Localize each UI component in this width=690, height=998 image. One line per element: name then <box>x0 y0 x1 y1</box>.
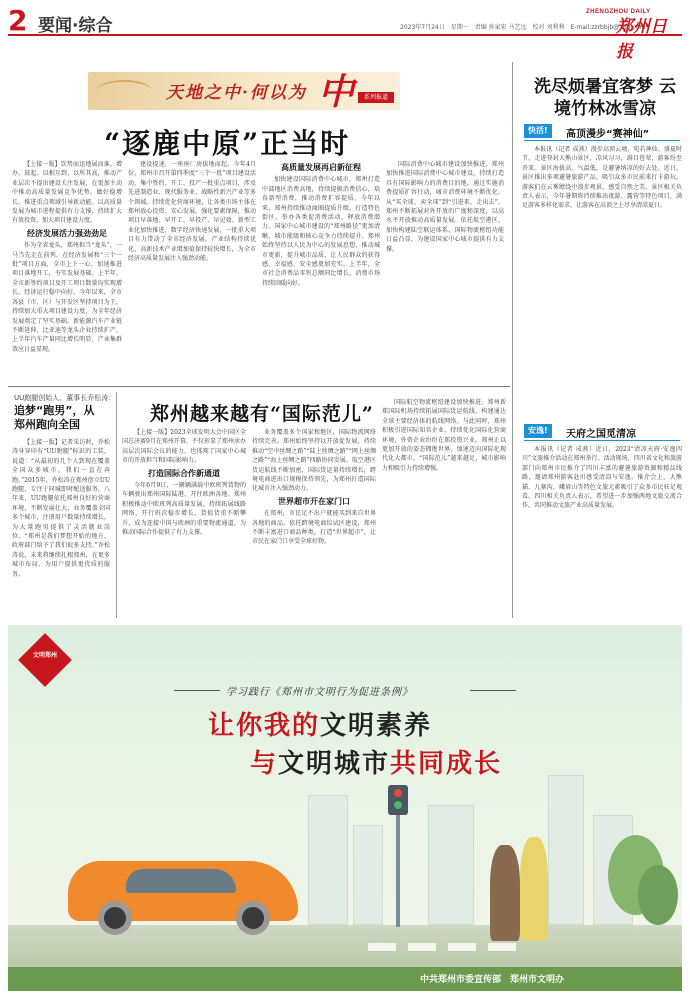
story1-headline: 高顶漫步“赛神仙” <box>566 129 650 140</box>
subtitle-rule <box>174 690 220 691</box>
ad-subtitle: 学习践行《郑州市文明行为促进条例》 <box>226 687 413 698</box>
column-divider <box>116 392 117 618</box>
lead-intro: 【上接一版】饮势而迅地展而谁。增办，鼓起、以相互到、以所其高，推动产业层次不提出建设关注发展，在更加主动中推动高质量发展竞争优势。做好稳增长，推进重点领域引导新动能。以高质量发展为城市进程提供有力支撑，持续扩大有效投资，加大项目建设力度。 <box>12 161 122 225</box>
civic-logo-text: 文明郑州 <box>32 652 57 659</box>
tag-anyi: 安逸! <box>524 424 552 438</box>
lead-column-2 <box>128 160 256 382</box>
traffic-light-red <box>394 789 402 797</box>
mid-main-headline: 郑州越来越有“国际范儿” <box>150 403 374 425</box>
ad-headline-1 <box>208 705 432 742</box>
banner-big-char: 中 <box>318 71 355 113</box>
paper-logo: 郑州日报 <box>616 17 667 62</box>
column-divider <box>512 62 513 618</box>
lead-column-4 <box>386 160 504 382</box>
pedestrian-elder-illustration <box>490 845 520 941</box>
ad-credit: 中共郑州市委宣传部 郑州市文明办 <box>420 975 565 985</box>
story1-body: 本报讯（记者 成燕）漫步高顶云境，宛若神仙。盛夏时节，走进登封大熊山景区，凉风习习，满目苍翠，游客纷至沓来。景区海拔高、气温低，是避暑纳凉的好去处。近日，景区推出多项避暑旅游产品，吸引众多市民前来打卡游玩。游客们在云雾缭绕中漫步观景，感受自然之美。景区相关负责人表示，今年暑期将持续推出夜游、露营等特色项目，满足游客多样化需求，让游客在高顶之上尽享清凉夏日。 <box>522 146 682 210</box>
paper-name-en: ZHENGZHOU DAILY <box>586 9 651 15</box>
lead-col2-body: 建设提速，一座座厂房拔地而起。今年4月份，郑州市召开第四季度“三个一批”项目建设活动，集中签约、开工、投产一批重点项目，涉及先进制造业、现代服务业、战略性新兴产业等多个领域。持续优化营商环境，让各类市场主体在郑州放心投资、安心发展。强化要素保障，推动项目早落地、早开工、早投产、早见效。新型工业化加快推进，数字经济快速发展，一批重大项目有力带动了全市经济发展。产业结构持续优化，高新技术产业增加值保持较快增长，为全市经济高质量发展注入强劲动能。 <box>128 161 256 263</box>
section-name: 要闻·综合 <box>38 16 113 36</box>
ad-headline-2-black: 文明城市 <box>278 749 391 779</box>
right-headline: 洗尽烦暑宜客梦 云境竹林冰雪凉 <box>534 77 676 119</box>
mid-left-kicker: UU跑腿创始人、董事长乔松涛： <box>14 394 116 402</box>
car-window <box>126 869 236 893</box>
pedestrian-helper-illustration <box>520 837 548 941</box>
building-illustration <box>548 775 584 925</box>
wave-decoration-icon <box>96 80 152 102</box>
right-story-2 <box>522 445 682 617</box>
building-illustration <box>428 805 474 925</box>
mid-main-column-3 <box>382 398 506 618</box>
ad-footer-bar <box>8 967 682 991</box>
subtitle-rule <box>470 690 516 691</box>
mid-left-body: 【上接一版】记者采访时，乔松涛身穿印有“UU跑腿”标识的工装，说道：“从最初的几个人到现在覆盖全国众多城市，我们一直在奔跑。”2015年，乔松涛在郑州创立UU跑腿，专注于同城即时配送服务。八年来，UU跑腿依托郑州良好的营商环境，不断发展壮大，业务覆盖全国多个城市，注册用户数量持续增长，为大量跑男提供了灵活就业岗位。“郑州是我们梦想开始的地方，政府部门给予了我们很多支持。”乔松涛说，未来将继续扎根郑州，在更多城市布局，为用户提供更优质的服务。 <box>12 439 110 578</box>
ad-headline-1-red: 让你我的 <box>208 711 321 741</box>
lead-column-1 <box>12 160 122 382</box>
mid-main-col3-body: 国际航空物流枢纽建设加快推进。郑州新郑国际机场持续拓展国际货运航线，构建通达全球主要经济体的航线网络。与此同时，郑州积极引进国际知名企业，持续优化国际化营商环境，外资企业纷纷在郑投资兴业。郑州正以更加开放的姿态拥抱世界，加速迈向国际化现代化大都市，“国际范儿”越来越足，城市影响力和吸引力持续增强。 <box>382 399 506 472</box>
mid-main-subhead-2: 世界超市开在家门口 <box>278 496 350 506</box>
car-wheel <box>98 901 132 935</box>
ad-headline-2-red: 与 <box>250 749 279 779</box>
tag-underline <box>524 440 680 441</box>
crosswalk-stripe <box>488 943 516 951</box>
civic-ad <box>8 625 682 991</box>
right-story-1 <box>522 145 682 417</box>
series-badge: 系列报道 <box>358 92 394 103</box>
ad-headline-1-black: 文明素养 <box>320 711 433 741</box>
series-banner <box>88 71 400 113</box>
tree-illustration <box>638 865 678 925</box>
crosswalk-stripe <box>368 943 396 951</box>
lead-column-3 <box>262 160 380 382</box>
mid-main-col1-body: 【上接一版】2023全球发明大会中国区全国总决赛9月在郑州开幕，不仅彰显了郑州承办高层次国际会议的能力，也体现了国家中心城市的开放担当和国际影响力。 <box>122 429 246 465</box>
mid-main-col2-body: 业务覆盖多个国家和地区，国际物流网络持续完善。郑州始终坚持以开放促发展，持续推动“空中丝绸之路”“陆上丝绸之路”“网上丝绸之路”“海上丝绸之路”四路协同发展。航空港区货运航线不断加密，国际货运量持续增长，跨境电商进出口规模保持领先，为郑州打造国际化城市注入强劲动力。 <box>252 429 376 493</box>
mid-main-col1-body2: 今年6月9日，一辆辆满载中欧班列货物的车辆驶出郑州国际陆港，开往欧洲各地。郑州积极推动中欧班列高质量发展，持续拓展线路网络，开行班次稳步增长，货值货重不断攀升，成为连接中国与欧洲的重要物流通道，为推动国际合作提供了有力支撑。 <box>122 482 246 537</box>
traffic-light-pole <box>396 807 400 927</box>
mid-left-story <box>12 438 110 618</box>
lead-subhead-2: 高质量发展再启新征程 <box>281 163 361 172</box>
mid-main-col2-body2: 在郑州，市民足不出户就能买到来自世界各地的商品。依托跨境电商综试区建设，郑州不断丰富进口商品种类，打造“世界超市”，让市民在家门口享受全球好物。 <box>252 510 376 546</box>
issue-info: 2023年7月24日 星期一 责编 孙家宏 马艺远 校对 刘利利 E-mail:zzrbbjb@163.com <box>400 24 646 31</box>
lead-subhead-1: 经济发展活力强劲劲足 <box>27 228 107 238</box>
page-number: 2 <box>8 4 28 37</box>
building-illustration <box>308 795 348 925</box>
building-illustration <box>353 825 383 925</box>
mid-left-headline: 追梦“跑男”，从郑州跑向全国 <box>14 404 95 431</box>
mid-main-column-2 <box>252 428 376 618</box>
masthead <box>8 4 682 62</box>
ad-headline-2-red-end: 共同成长 <box>390 749 503 779</box>
lead-col1-body: 作为全省龙头，郑州担当“龙头”，一马当先走在前列。在经济发展和“三个一批”项目方面，全市上下一心，加速推进项目落地开工，夯实发展基础。上半年，全市新签约项目及开工项目数量均实现增长，经济运行稳中向好。今年以来，全市各县（市、区）与开发区坚持项目为王，持续加大重大项目建设力度，为全年经济发展奠定了坚实基础。新能源汽车产业链不断延伸，比亚迪等龙头企业持续扩产，上半年汽车产量同比增长明显，产业集群效应日益显现。 <box>12 242 122 353</box>
traffic-light-green <box>394 801 402 809</box>
lead-col3-body: 加快建设国际消费中心城市，郑州打造中部地区消费高地，持续提振消费信心，培育新型消费，推动消费扩容提质。今年以来，郑州持续推动商圈提质升级，打造特色街区，举办各类促消费活动，释放消费潜力。国家中心城市建设的“郑州路径”更加清晰，城市能级和核心竞争力持续提升。郑州始终坚持以人民为中心的发展思想，推动城市更新，提升城市品质，让人民群众的获得感、幸福感、安全感更加充实。上半年，全市社会消费品零售总额同比增长，消费市场持续回暖向好。 <box>262 176 380 287</box>
tag-kuaihuo: 快活! <box>524 124 552 138</box>
story2-headline: 天府之国觅清凉 <box>566 429 636 440</box>
tag-underline <box>524 140 680 141</box>
ad-headline-2 <box>250 743 502 780</box>
crosswalk-stripe <box>448 943 476 951</box>
mid-main-subhead-1: 打造国际合作新通道 <box>148 468 220 478</box>
civic-logo-icon <box>18 633 72 687</box>
car-wheel <box>236 901 270 935</box>
crosswalk-stripe <box>408 943 436 951</box>
lead-col4-body: 国际消费中心城市建设加快推进。郑州加快推进国际消费中心城市建设，持续打造具有国际影响力的消费目的地。通过实施消费提质扩容行动，城市消费环境不断优化。从“买全球、卖全球”到“引进来、走出去”，郑州不断拓展对外开放的广度和深度，以高水平开放推动高质量发展。依托航空港区，加快构建陆空联运体系，国际物流枢纽功能日益凸显，为建设国家中心城市提供有力支撑。 <box>386 161 504 253</box>
mid-main-column-1 <box>122 428 246 618</box>
lead-headline: “逐鹿中原”正当时 <box>104 127 351 160</box>
banner-text: 天地之中·何以为 <box>166 83 307 103</box>
section-divider <box>8 386 510 387</box>
story2-body: 本报讯（记者 成燕）近日，2023“清凉天府·安逸四川”文旅推介活动在郑州举行。活动现场，四川省文化和旅游部门向郑州市民推介了四川丰富的避暑旅游资源和精品线路，邀请郑州游客赴川感受清凉与安逸。推介会上，大熊猫、九寨沟、峨眉山等特色文旅元素吸引了众多市民驻足观看。四川相关负责人表示，希望进一步加强两地文旅交流合作，共同推动文旅产业高质量发展。 <box>522 446 682 510</box>
